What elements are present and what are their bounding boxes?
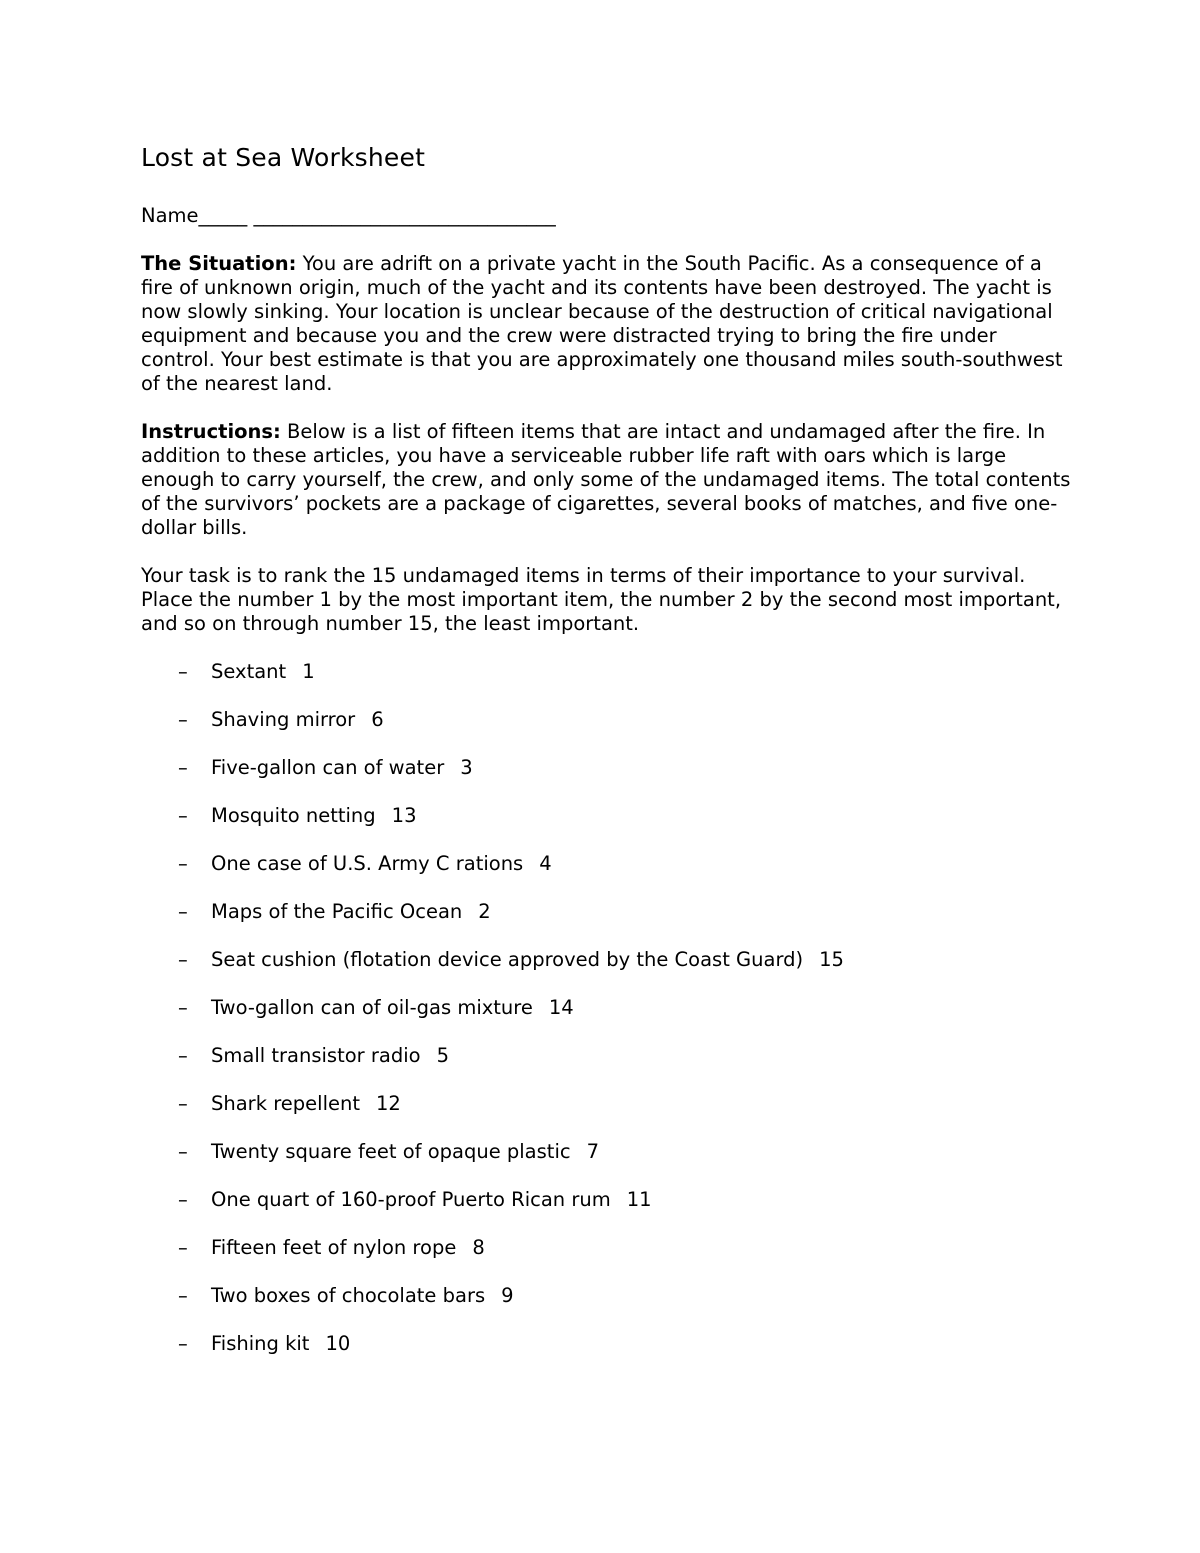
list-item — [141, 996, 1071, 1020]
item-rank: 6 — [371, 708, 384, 731]
bullet-dash: – — [178, 852, 188, 875]
item-rank: 7 — [586, 1140, 600, 1163]
item-label: Maps of the Pacific Ocean — [211, 900, 463, 923]
item-rank: 1 — [302, 660, 315, 683]
list-item — [141, 1044, 1071, 1068]
list-item — [141, 804, 1071, 828]
bullet-dash: – — [178, 1092, 188, 1115]
item-label: Five-gallon can of water — [211, 756, 445, 779]
item-label: Seat cushion (flotation device approved by the Coast Guard) — [211, 948, 804, 971]
list-item — [141, 756, 1071, 780]
ranked-items-list — [141, 660, 1071, 1356]
worksheet-page — [141, 138, 1071, 1380]
bullet-dash: – — [178, 1332, 188, 1355]
instructions-label: Instructions: — [141, 420, 281, 443]
item-rank: 15 — [819, 948, 844, 971]
item-rank: 3 — [460, 756, 473, 779]
list-item — [141, 708, 1071, 732]
item-rank: 13 — [391, 804, 417, 827]
bullet-dash: – — [178, 900, 188, 923]
situation-text: You are adrift on a private yacht in the South Pacific. As a consequence of a fire of unknown origin, much of the yacht and its contents have been destroyed. The yacht is now slowly sinking. Your location is unclear because of the destruction of critical navigational equipment and because you and the crew were distracted trying to bring the fire under control. Your best estimate is that you are approximately one thousand miles south-southwest of the nearest land. — [141, 252, 1063, 395]
bullet-dash: – — [178, 1284, 188, 1307]
item-rank: 2 — [478, 900, 491, 923]
bullet-dash: – — [178, 1044, 188, 1067]
item-label: One case of U.S. Army C rations — [211, 852, 524, 875]
bullet-dash: – — [178, 756, 188, 779]
instructions-paragraph — [141, 420, 1071, 540]
list-item — [141, 1236, 1071, 1260]
situation-label: The Situation: — [141, 252, 297, 275]
bullet-dash: – — [178, 1188, 188, 1211]
item-rank: 5 — [436, 1044, 449, 1067]
item-label: Fifteen feet of nylon rope — [211, 1236, 457, 1259]
worksheet-title: Lost at Sea Worksheet — [141, 143, 426, 172]
item-label: Sextant — [211, 660, 287, 683]
list-item — [141, 660, 1071, 684]
list-item — [141, 948, 1071, 972]
item-rank: 4 — [539, 852, 552, 875]
situation-paragraph — [141, 252, 1071, 396]
list-item — [141, 1332, 1071, 1356]
bullet-dash: – — [178, 1140, 188, 1163]
item-rank: 14 — [548, 996, 574, 1019]
name-field-line: Name_____ _______________________________ — [141, 204, 556, 227]
list-item — [141, 1092, 1071, 1116]
task-paragraph: Your task is to rank the 15 undamaged items in terms of their importance to your survival. Place the number 1 by the most important item, the number 2 by the second most important, and so on through number 15, the least important. — [141, 564, 1062, 635]
bullet-dash: – — [178, 804, 188, 827]
list-item — [141, 1284, 1071, 1308]
item-label: Small transistor radio — [211, 1044, 421, 1067]
item-rank: 9 — [501, 1284, 514, 1307]
list-item — [141, 1140, 1071, 1164]
bullet-dash: – — [178, 948, 188, 971]
item-label: Shaving mirror — [211, 708, 356, 731]
item-rank: 8 — [472, 1236, 485, 1259]
item-rank: 10 — [325, 1332, 351, 1355]
item-label: Twenty square feet of opaque plastic — [211, 1140, 571, 1163]
item-rank: 11 — [626, 1188, 652, 1211]
list-item — [141, 852, 1071, 876]
bullet-dash: – — [178, 660, 188, 683]
item-label: Two-gallon can of oil-gas mixture — [211, 996, 533, 1019]
bullet-dash: – — [178, 996, 188, 1019]
instructions-text: Below is a list of fifteen items that are intact and undamaged after the fire. In addition to these articles, you have a serviceable rubber life raft with oars which is large enough to carry yourself, the crew, and only some of the undamaged items. The total contents of the survivors’ pockets are a package of cigarettes, several books of matches, and five one-dollar bills. — [141, 420, 1071, 539]
item-label: Shark repellent — [211, 1092, 360, 1115]
list-item — [141, 900, 1071, 924]
list-item — [141, 1188, 1071, 1212]
item-rank: 12 — [376, 1092, 401, 1115]
item-label: Two boxes of chocolate bars — [211, 1284, 486, 1307]
item-label: Mosquito netting — [211, 804, 376, 827]
item-label: Fishing kit — [211, 1332, 310, 1355]
bullet-dash: – — [178, 1236, 188, 1259]
bullet-dash: – — [178, 708, 188, 731]
item-label: One quart of 160-proof Puerto Rican rum — [211, 1188, 611, 1211]
